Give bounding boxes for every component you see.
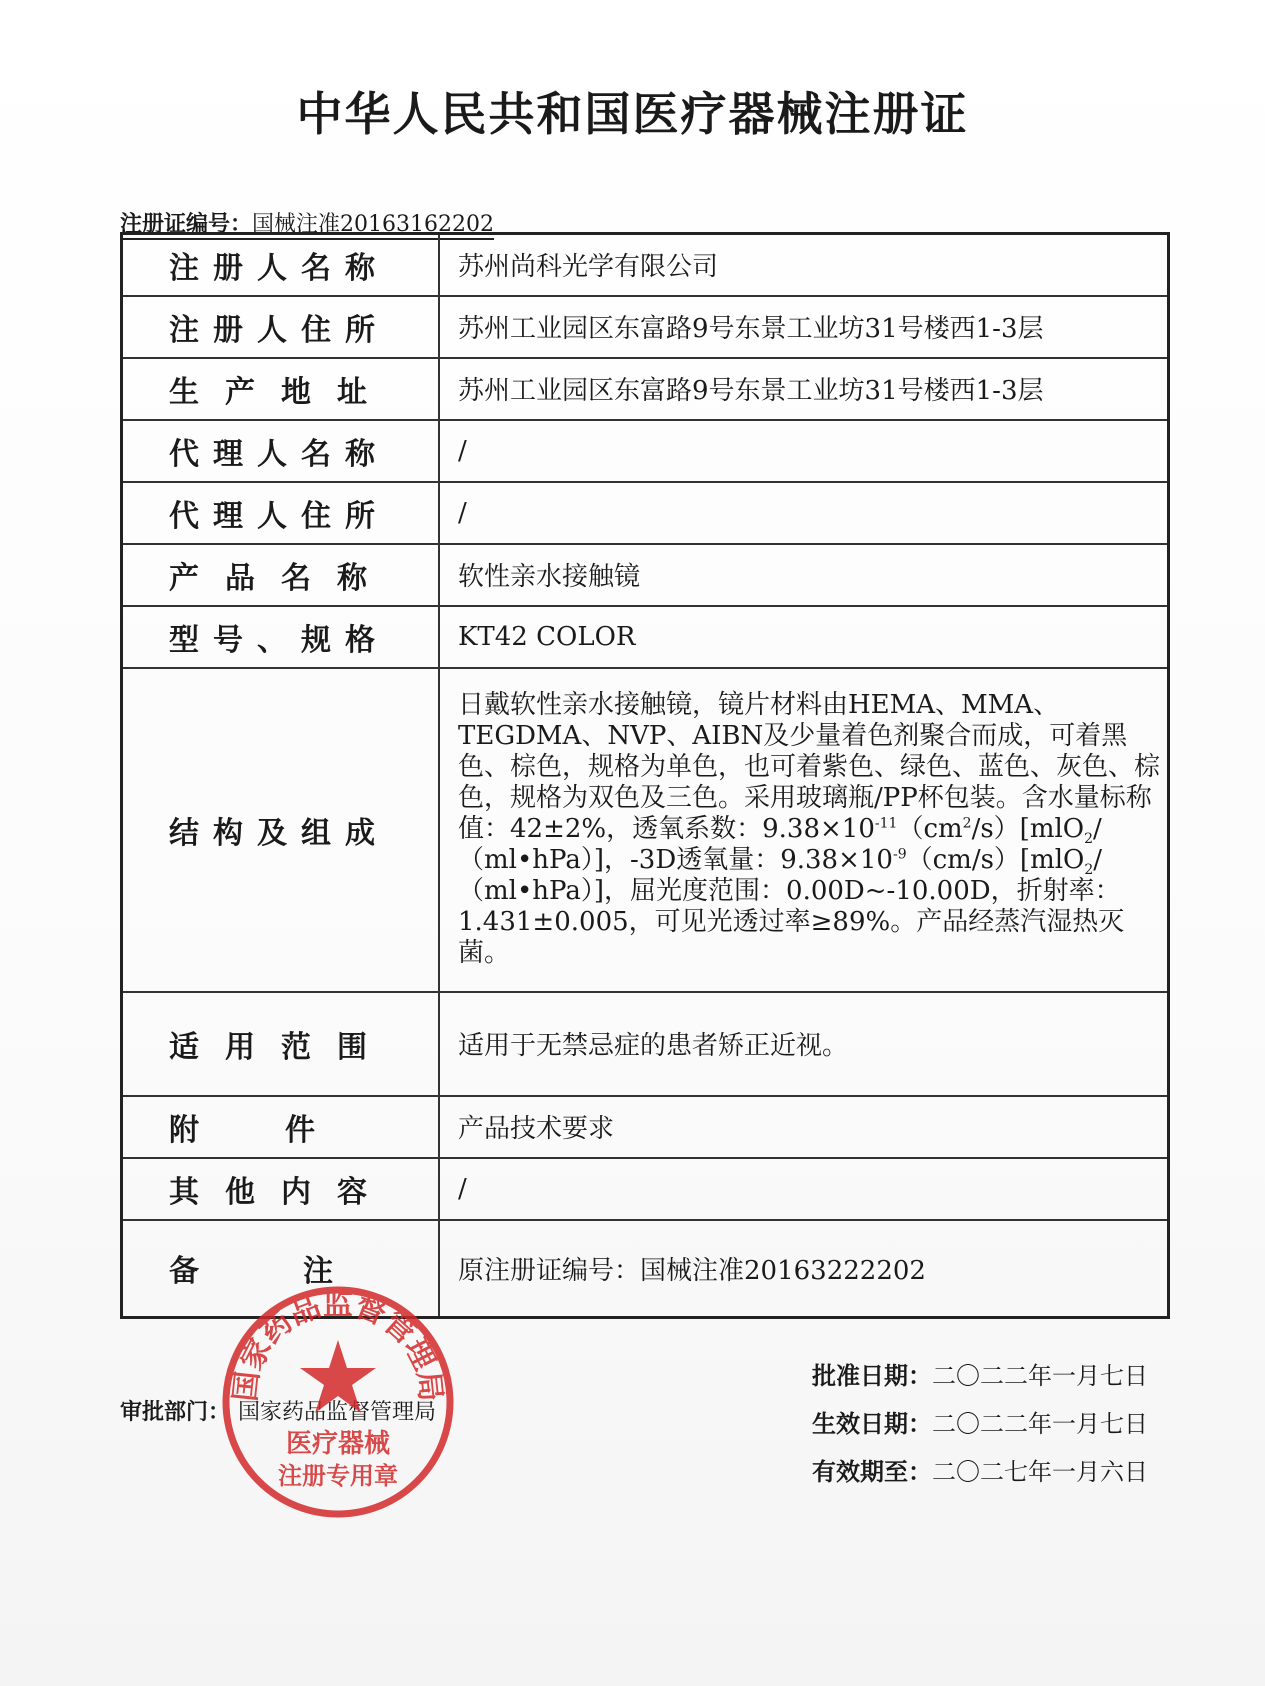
table-row — [122, 992, 1169, 1096]
row-label: 注册人住所 — [122, 296, 440, 358]
table-row — [122, 420, 1169, 482]
approval-department-label: 审批部门： — [120, 1400, 231, 1425]
row-value: 产品技术要求 — [439, 1096, 1169, 1158]
table-row — [122, 1096, 1169, 1158]
row-label: 其他内容 — [122, 1158, 440, 1220]
table-row — [122, 668, 1169, 992]
row-value: 苏州工业园区东富路9号东景工业坊31号楼西1-3层 — [439, 296, 1169, 358]
table-row — [122, 606, 1169, 668]
certificate-table — [120, 232, 1170, 1319]
row-label: 适用范围 — [122, 992, 440, 1096]
dates-block — [812, 1352, 1148, 1496]
table-row — [122, 482, 1169, 544]
seal-outer-text: 国家药品监督管理局 — [228, 1287, 448, 1404]
page-title: 中华人民共和国医疗器械注册证 — [296, 87, 969, 141]
seal-inner-line1: 医疗器械 — [285, 1429, 391, 1459]
row-value: KT42 COLOR — [439, 606, 1169, 668]
row-label: 代理人住所 — [122, 482, 440, 544]
seal-inner-line2: 注册专用章 — [278, 1462, 398, 1490]
row-value: / — [439, 1158, 1169, 1220]
table-row — [122, 358, 1169, 420]
row-value: 原注册证编号：国械注准20163222202 — [439, 1220, 1169, 1318]
row-value: 适用于无禁忌症的患者矫正近视。 — [439, 992, 1169, 1096]
date-label: 生效日期： — [812, 1410, 932, 1438]
row-label: 生产地址 — [122, 358, 440, 420]
row-label: 产品名称 — [122, 544, 440, 606]
registration-number-value: 国械注准20163162202 — [252, 212, 494, 237]
seal-star-icon — [300, 1340, 376, 1413]
date-value: 二〇二二年一月七日 — [932, 1410, 1148, 1438]
table-row — [122, 234, 1169, 296]
row-value: 苏州工业园区东富路9号东景工业坊31号楼西1-3层 — [439, 358, 1169, 420]
registration-number-label: 注册证编号： — [120, 211, 253, 237]
row-value: 软性亲水接触镜 — [439, 544, 1169, 606]
row-label: 备注 — [122, 1220, 440, 1318]
date-label: 有效期至： — [812, 1458, 932, 1486]
row-label: 结构及组成 — [122, 668, 440, 992]
row-value: / — [439, 420, 1169, 482]
date-label: 批准日期： — [812, 1362, 932, 1390]
official-seal — [218, 1282, 458, 1522]
table-row — [122, 296, 1169, 358]
expiry-date — [812, 1448, 1148, 1496]
approval-department-value: 国家药品监督管理局 — [238, 1400, 437, 1425]
row-label: 型号、规格 — [122, 606, 440, 668]
effective-date — [812, 1400, 1148, 1448]
date-value: 二〇二七年一月六日 — [932, 1458, 1148, 1486]
row-value: / — [439, 482, 1169, 544]
row-label: 附件 — [122, 1096, 440, 1158]
table-row — [122, 1158, 1169, 1220]
row-value: 苏州尚科光学有限公司 — [439, 234, 1169, 296]
table-row — [122, 544, 1169, 606]
row-label: 代理人名称 — [122, 420, 440, 482]
structure-composition-text: 日戴软性亲水接触镜，镜片材料由HEMA、MMA、TEGDMA、NVP、AIBN及少量着色剂聚合而成，可着黑色、棕色，规格为单色，也可着紫色、绿色、蓝色、灰色、棕色，规格为双色及三色。采用玻璃瓶/PP杯包装。含水量标称值：42±2%，透氧系数：$9.38\times 10^{-11}(cm^2/s)[mlO_2/(ml•hPa)]$，-3D透氧量：$9.38\times 10^{-9}(cm/s)[mlO_2/(ml•hPa)]$，屈光度范围：0.00D~-10.00D，折射率：1.431±0.005，可见光透过率≥89%。产品经蒸汽湿热灭菌。 — [439, 668, 1169, 992]
approval-date — [812, 1352, 1148, 1400]
row-label: 注册人名称 — [122, 234, 440, 296]
date-value: 二〇二二年一月七日 — [932, 1362, 1148, 1390]
